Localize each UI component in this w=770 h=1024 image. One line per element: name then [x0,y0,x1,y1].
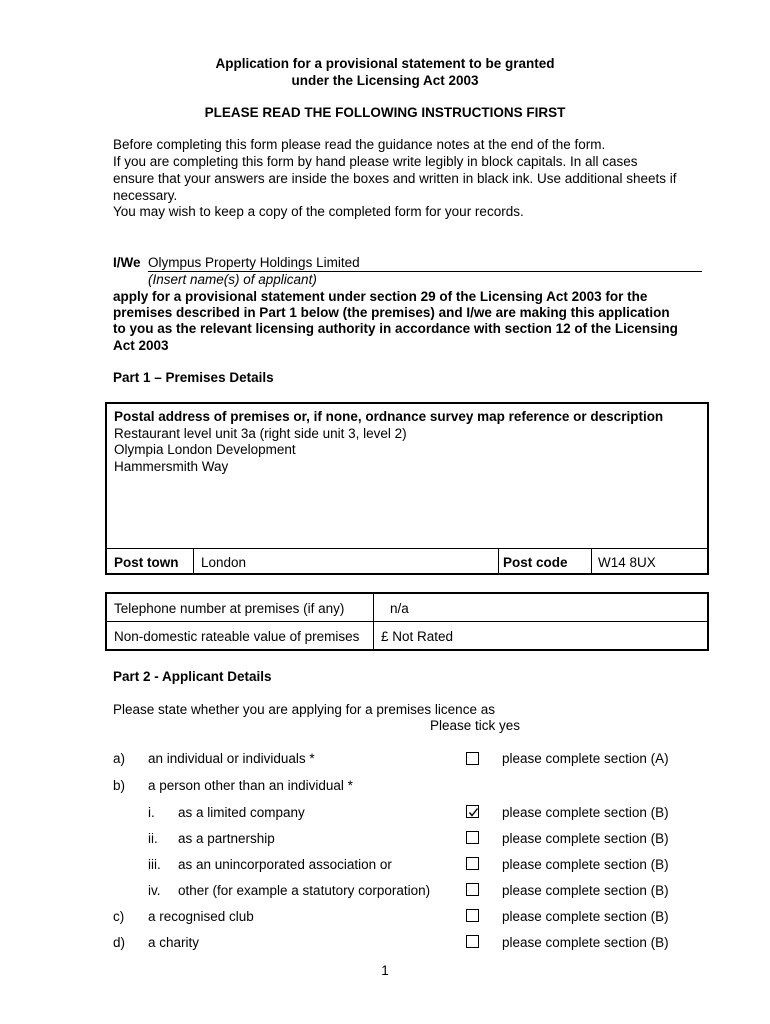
option-note: please complete section (A) [502,751,669,766]
option-note: please complete section (B) [502,805,669,820]
divider [498,548,499,573]
divider [107,548,707,549]
instructions-heading: PLEASE READ THE FOLLOWING INSTRUCTIONS FIRST [204,105,566,120]
option-marker: b) [113,778,126,793]
divider [193,548,194,573]
option-label: as a partnership [178,831,275,846]
checkmark-icon [467,806,480,819]
instruction-line: necessary. [113,188,178,203]
option-label: a person other than an individual * [148,778,353,793]
option-label: as a limited company [178,805,305,820]
checkbox-individual[interactable] [466,752,479,765]
page-number: 1 [381,963,389,978]
statement-line: apply for a provisional statement under section 29 of the Licensing Act 2003 for the [113,289,648,304]
option-marker: iii. [148,857,161,872]
divider [373,594,374,649]
option-label: as an unincorporated association or [178,857,392,872]
post-code-label: Post code [503,555,568,570]
option-note: please complete section (B) [502,857,669,872]
applicant-name-field[interactable]: Olympus Property Holdings Limited [148,255,702,272]
option-label: a charity [148,935,200,950]
option-note: please complete section (B) [502,831,669,846]
statement-line: premises described in Part 1 below (the premises) and I/we are making this application [113,305,670,320]
option-note: please complete section (B) [502,883,669,898]
statement-line: to you as the relevant licensing authority in accordance with section 12 of the Licensing [113,321,678,336]
option-label: a recognised club [148,909,254,924]
telephone-rateable-box [105,592,709,651]
checkbox-other[interactable] [466,883,479,896]
option-label: other (for example a statutory corporation) [178,883,431,898]
option-note: please complete section (B) [502,909,669,924]
instruction-line: ensure that your answers are inside the boxes and written in black ink. Use additional sheets if [113,171,677,186]
address-line[interactable]: Hammersmith Way [114,459,229,474]
telephone-field[interactable]: n/a [390,601,409,616]
instruction-line: If you are completing this form by hand please write legibly in block capitals. In all cases [113,154,638,169]
option-label: an individual or individuals * [148,751,315,766]
checkbox-partnership[interactable] [466,831,479,844]
option-marker: c) [113,909,125,924]
applicant-prefix: I/We [113,255,141,270]
option-note: please complete section (B) [502,935,669,950]
checkbox-limited-company[interactable] [466,805,479,818]
statement-line: Act 2003 [113,338,169,353]
tick-hint: Please tick yes [430,718,521,733]
form-title-line2: under the Licensing Act 2003 [291,73,479,88]
post-town-label: Post town [114,555,179,570]
telephone-label: Telephone number at premises (if any) [114,601,345,616]
form-title-line1: Application for a provisional statement to be granted [215,56,555,71]
option-marker: ii. [148,831,158,846]
rateable-label: Non-domestic rateable value of premises [114,629,360,644]
post-code-field[interactable]: W14 8UX [598,555,656,570]
part2-heading: Part 2 - Applicant Details [113,669,272,684]
option-marker: i. [148,805,155,820]
divider [591,548,592,573]
instruction-line: You may wish to keep a copy of the completed form for your records. [113,204,524,219]
rateable-field[interactable]: £ Not Rated [381,629,454,644]
applicant-name-hint: (Insert name(s) of applicant) [148,272,317,287]
part1-heading: Part 1 – Premises Details [113,370,274,385]
option-marker: d) [113,935,126,950]
option-marker: a) [113,751,126,766]
address-label: Postal address of premises or, if none, ordnance survey map reference or description [114,409,664,424]
divider [107,621,707,622]
address-line[interactable]: Restaurant level unit 3a (right side unit 3, level 2) [114,426,407,441]
part2-question: Please state whether you are applying for a premises licence as [113,702,495,717]
post-town-field[interactable]: London [201,555,247,570]
instruction-line: Before completing this form please read the guidance notes at the end of the form. [113,137,606,152]
address-line[interactable]: Olympia London Development [114,442,296,457]
checkbox-recognised-club[interactable] [466,909,479,922]
option-marker: iv. [148,883,161,898]
checkbox-charity[interactable] [466,935,479,948]
premises-address-box [105,402,709,575]
checkbox-unincorporated-association[interactable] [466,857,479,870]
